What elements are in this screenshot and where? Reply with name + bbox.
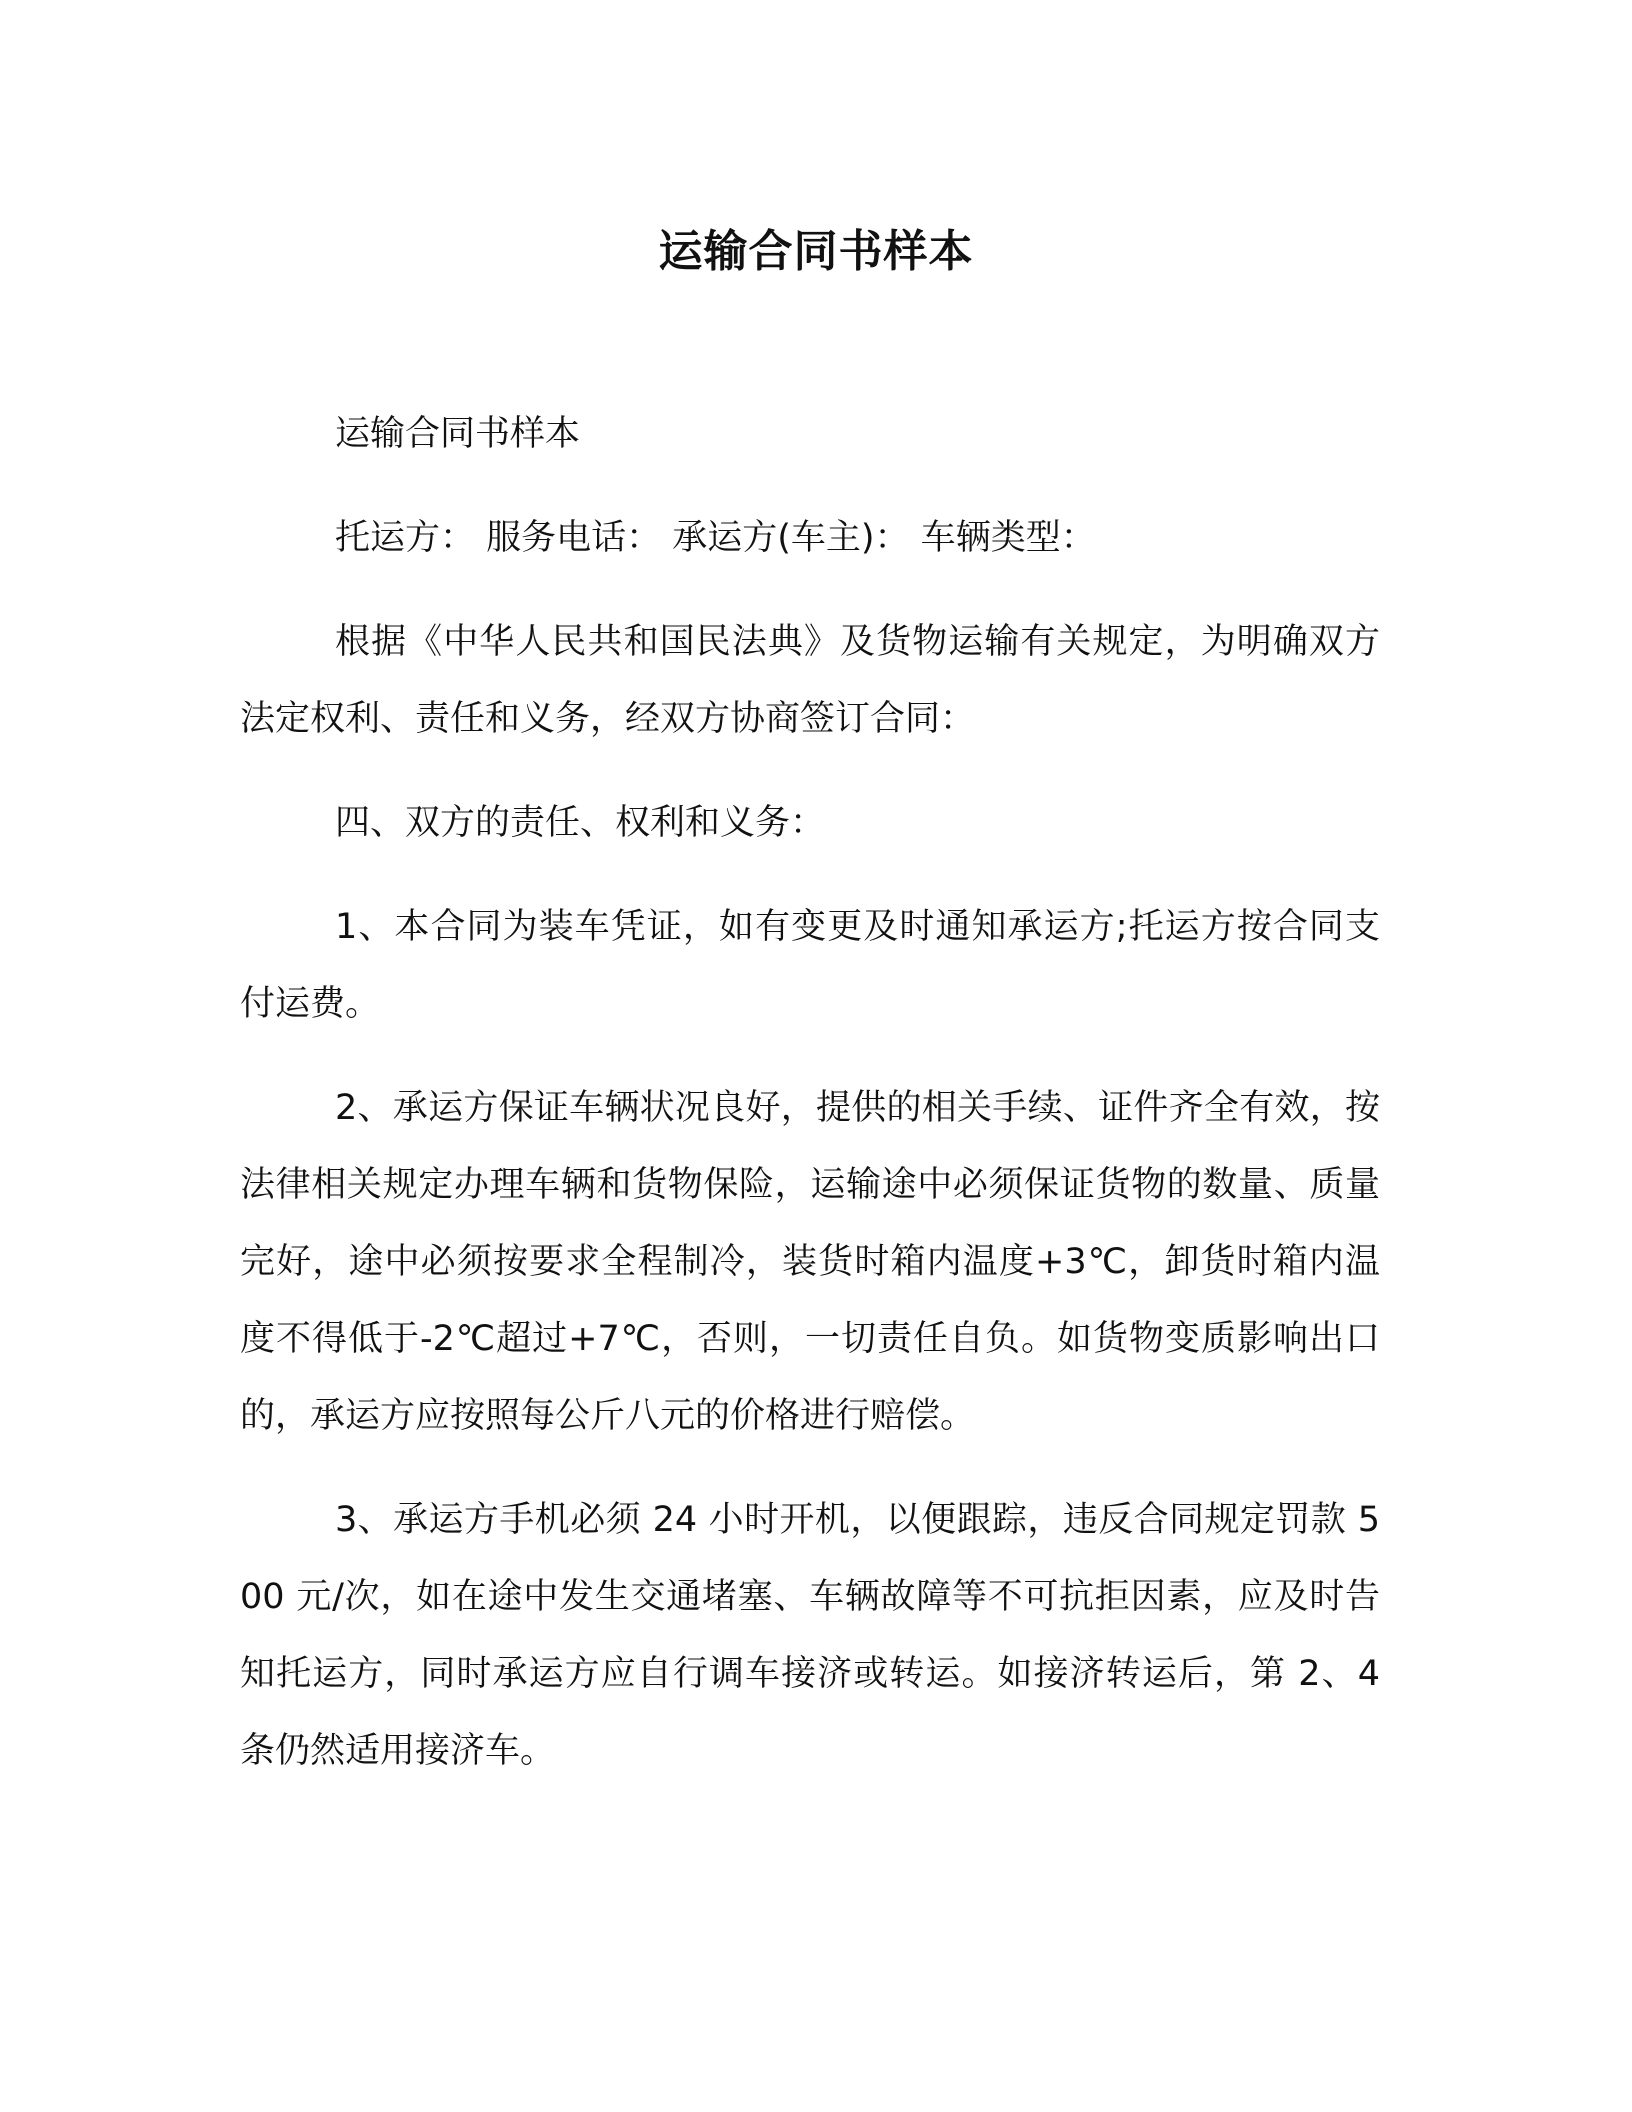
preamble-paragraph: 根据《中华人民共和国民法典》及货物运输有关规定，为明确双方法定权利、责任和义务，经双方协商签订合同： — [240, 622, 1380, 739]
parties-line: 托运方： 服务电话： 承运方(车主)： 车辆类型： — [335, 518, 1096, 558]
section-heading: 四、双方的责任、权利和义务： — [335, 803, 826, 843]
clause-1: 1、本合同为装车凭证，如有变更及时通知承运方;托运方按合同支付运费。 — [240, 907, 1380, 1024]
body-heading: 运输合同书样本 — [335, 414, 581, 454]
document-title: 运输合同书样本 — [658, 226, 974, 277]
document-body — [240, 396, 1380, 1817]
clause-2: 2、承运方保证车辆状况良好，提供的相关手续、证件齐全有效，按法律相关规定办理车辆和货物保险，运输途中必须保证货物的数量、质量完好，途中必须按要求全程制冷，装货时箱内温度+3℃，卸货时箱内温度不得低于-2℃超过+7℃，否则，一切责任自负。如货物变质影响出口的，承运方应按照每公斤八元的价格进行赔偿。 — [240, 1088, 1380, 1436]
clause-3: 3、承运方手机必须 24 小时开机，以便跟踪，违反合同规定罚款 500 元/次，如在途中发生交通堵塞、车辆故障等不可抗拒因素，应及时告知托运方，同时承运方应自行调车接济或转运。如接济转运后，第 2、4 条仍然适用接济车。 — [240, 1500, 1380, 1771]
